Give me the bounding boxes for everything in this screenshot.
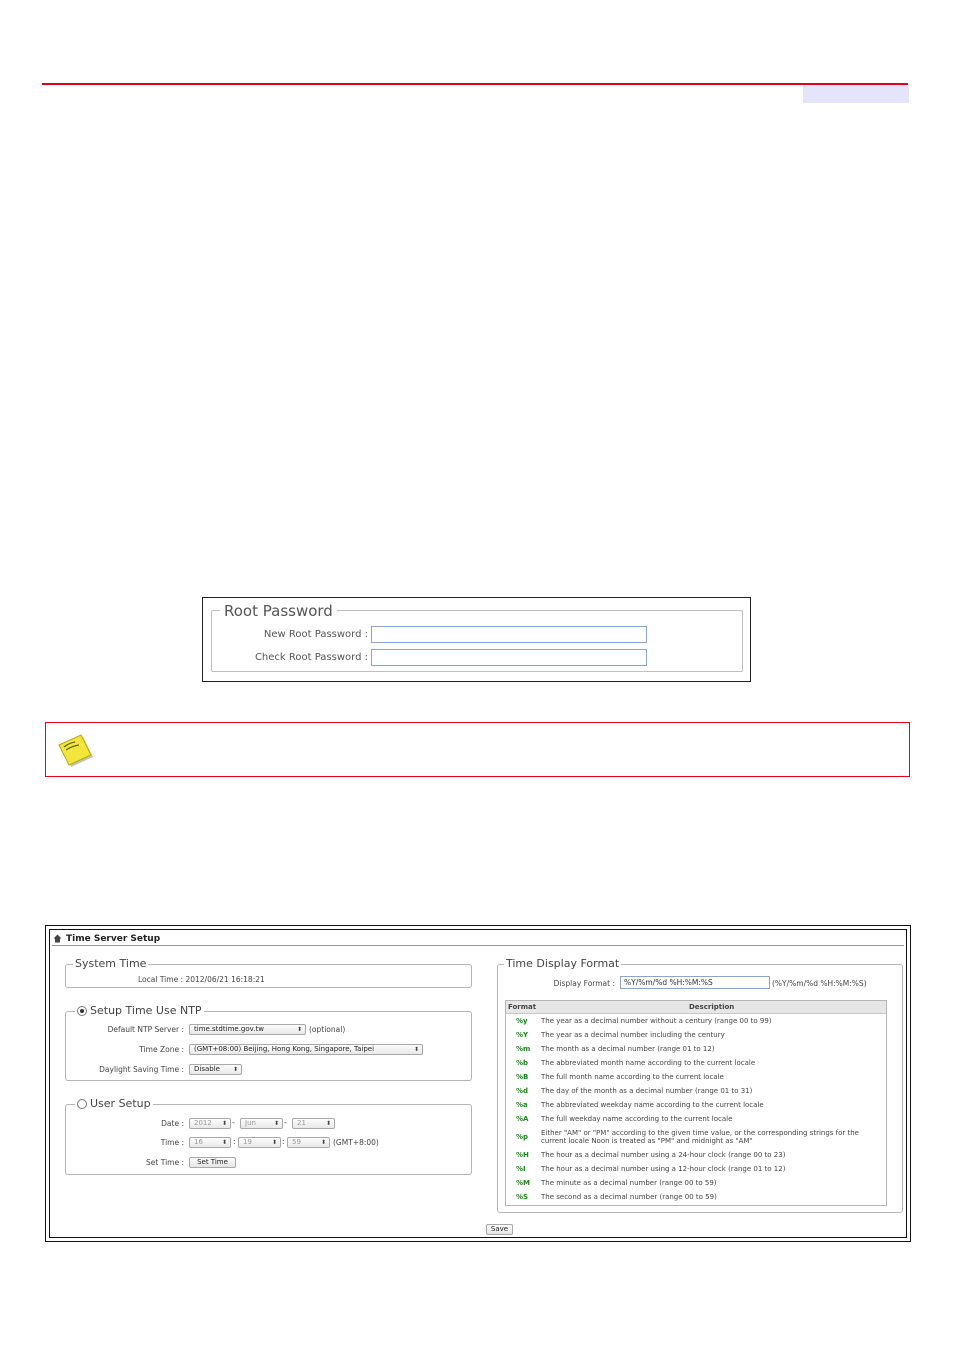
save-button[interactable]: Save (486, 1224, 513, 1235)
header-rule (42, 83, 908, 85)
system-time-legend: System Time (75, 957, 147, 970)
format-code: %b (516, 1059, 529, 1067)
format-description: The full month name according to the current locale (541, 1073, 724, 1081)
display-format-legend: Time Display Format (506, 957, 620, 970)
ntp-server-select[interactable] (189, 1024, 306, 1035)
note-box (45, 722, 910, 777)
format-code: %H (516, 1151, 529, 1159)
note-icon (55, 733, 95, 767)
select-arrow-icon: ⬍ (221, 1120, 227, 1127)
home-icon (53, 934, 62, 943)
new-root-password-input[interactable] (371, 626, 647, 643)
format-code: %B (516, 1073, 529, 1081)
time-zone-select[interactable] (189, 1044, 423, 1055)
ntp-server-value: time.stdtime.gov.tw (194, 1025, 264, 1033)
user-tz-note: (GMT+8:00) (333, 1138, 379, 1147)
ntp-server-label: Default NTP Server : (107, 1025, 184, 1034)
format-description: The year as a decimal number without a century (range 00 to 99) (541, 1017, 772, 1025)
day-value: 21 (297, 1119, 306, 1127)
select-arrow-icon: ⬍ (221, 1139, 227, 1146)
format-column-header: Format (508, 1003, 537, 1011)
ntp-radio[interactable] (77, 1006, 87, 1016)
time-zone-label: Time Zone : (139, 1045, 184, 1054)
ntp-legend (75, 1004, 204, 1017)
second-value: 59 (292, 1138, 301, 1146)
new-root-password-label: New Root Password : (263, 629, 368, 640)
select-arrow-icon: ⬍ (273, 1120, 279, 1127)
dst-select[interactable] (189, 1064, 242, 1075)
date-label: Date : (161, 1119, 184, 1128)
format-code: %Y (516, 1031, 529, 1039)
time-separator: : (233, 1137, 236, 1146)
format-description: Either "AM" or "PM" according to the given time value, or the corresponding strings for the current locale Noon is treated as "PM" and midnight as "AM" (541, 1129, 859, 1145)
format-description: The full weekday name according to the current locale (541, 1115, 733, 1123)
ntp-legend-label: Setup Time Use NTP (90, 1004, 202, 1017)
user-setup-legend-label: User Setup (90, 1097, 151, 1110)
format-code: %S (516, 1193, 529, 1201)
format-code: %d (516, 1087, 529, 1095)
format-description: The abbreviated weekday name according to the current locale (541, 1101, 764, 1109)
select-arrow-icon: ⬍ (413, 1046, 419, 1053)
format-description: The second as a decimal number (range 00 to 59) (541, 1193, 717, 1201)
description-column-header: Description (689, 1003, 735, 1011)
ntp-optional-note: (optional) (309, 1025, 346, 1034)
dst-value: Disable (194, 1065, 220, 1073)
date-separator: - (232, 1118, 235, 1127)
set-time-label: Set Time : (146, 1158, 184, 1167)
month-value: Jun (245, 1119, 256, 1127)
year-select[interactable] (189, 1118, 231, 1129)
select-arrow-icon: ⬍ (271, 1139, 277, 1146)
hour-select[interactable] (189, 1137, 231, 1148)
select-arrow-icon: ⬍ (232, 1066, 238, 1073)
format-code: %M (516, 1179, 530, 1187)
minute-value: 19 (243, 1138, 252, 1146)
format-description: The hour as a decimal number using a 24-hour clock (range 00 to 23) (541, 1151, 786, 1159)
format-code: %p (516, 1133, 529, 1141)
time-separator: : (282, 1137, 285, 1146)
second-select[interactable] (287, 1137, 330, 1148)
select-arrow-icon: ⬍ (320, 1139, 326, 1146)
day-select[interactable] (292, 1118, 335, 1129)
dst-label: Daylight Saving Time : (99, 1065, 184, 1074)
user-setup-legend (75, 1097, 153, 1110)
time-server-title: Time Server Setup (66, 934, 161, 944)
display-format-input[interactable] (620, 976, 770, 989)
select-arrow-icon: ⬍ (325, 1120, 331, 1127)
time-zone-value: (GMT+08:00) Beijing, Hong Kong, Singapore, Taipei (194, 1045, 375, 1053)
time-label: Time : (160, 1138, 184, 1147)
format-code: %I (516, 1165, 526, 1173)
format-description: The minute as a decimal number (range 00 to 59) (541, 1179, 717, 1187)
user-setup-radio[interactable] (77, 1099, 87, 1109)
month-select[interactable] (240, 1118, 283, 1129)
format-code: %y (516, 1017, 528, 1025)
root-password-legend: Root Password (220, 602, 337, 620)
header-tab (803, 85, 909, 103)
set-time-button[interactable]: Set Time (189, 1157, 236, 1168)
date-separator: - (284, 1118, 287, 1127)
local-time-readout: Local Time : 2012/06/21 16:18:21 (138, 975, 265, 984)
hour-value: 16 (194, 1138, 203, 1146)
select-arrow-icon: ⬍ (296, 1026, 302, 1033)
format-code: %A (516, 1115, 529, 1123)
format-description: The day of the month as a decimal number (range 01 to 31) (541, 1087, 753, 1095)
check-root-password-input[interactable] (371, 649, 647, 666)
format-description: The abbreviated month name according to the current locale (541, 1059, 756, 1067)
display-format-label: Display Format : (553, 979, 615, 988)
title-divider (52, 945, 904, 946)
format-code: %m (516, 1045, 531, 1053)
format-description: The hour as a decimal number using a 12-hour clock (range 01 to 12) (541, 1165, 786, 1173)
year-value: 2012 (194, 1119, 212, 1127)
format-description: The month as a decimal number (range 01 to 12) (541, 1045, 715, 1053)
format-description: The year as a decimal number including the century (541, 1031, 725, 1039)
format-code: %a (516, 1101, 528, 1109)
check-root-password-label: Check Root Password : (254, 652, 368, 663)
display-format-hint: (%Y/%m/%d %H:%M:%S) (772, 979, 867, 988)
minute-select[interactable] (238, 1137, 281, 1148)
